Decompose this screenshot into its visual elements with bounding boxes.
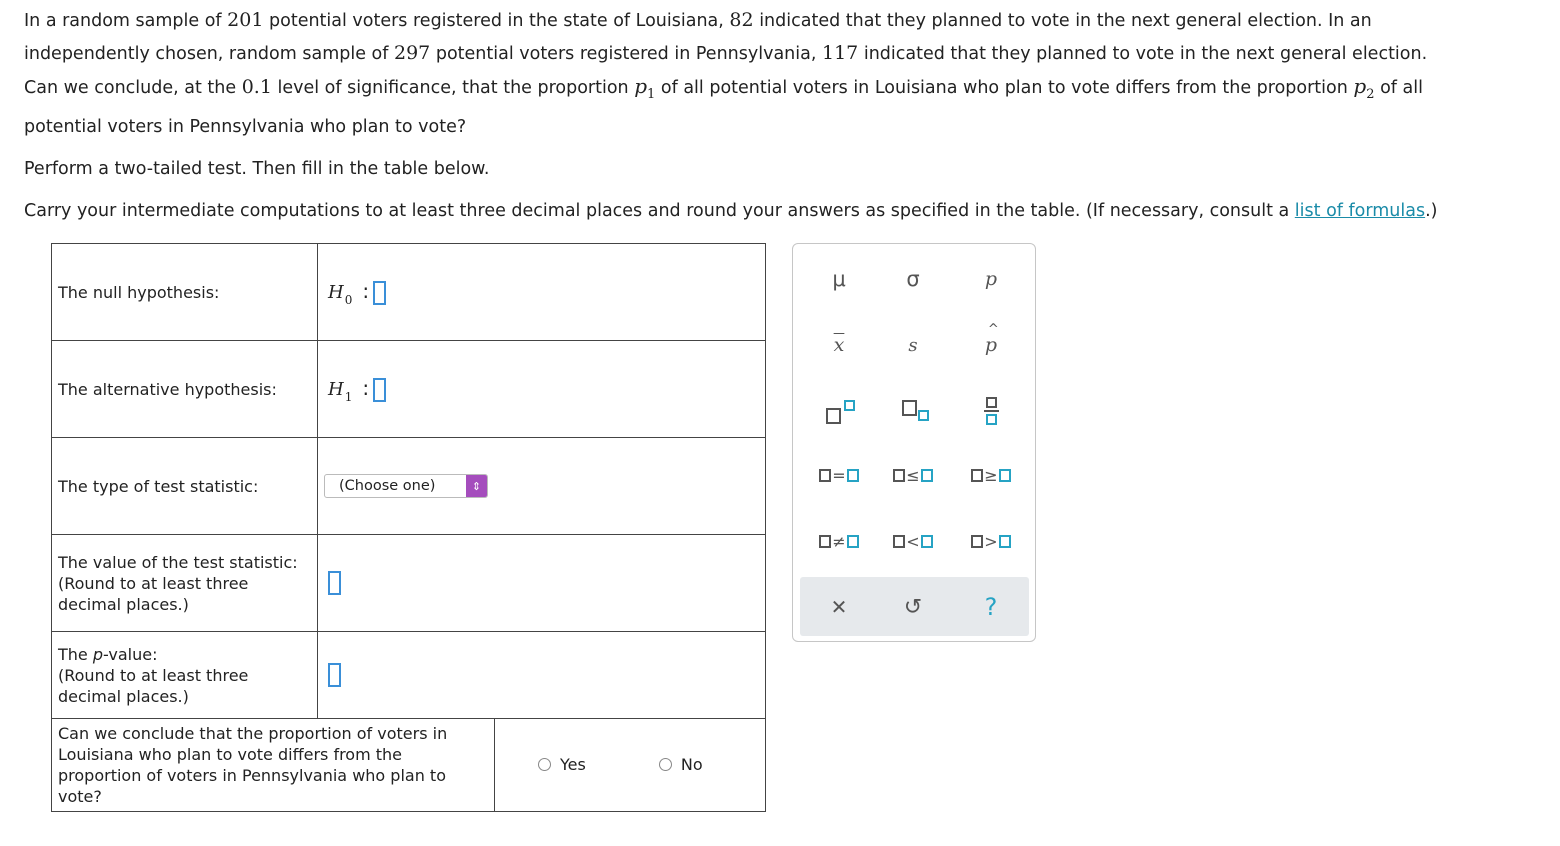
alt-hypothesis-row: [52, 341, 766, 438]
h0-symbol: $H_0$: [328, 281, 353, 307]
fraction-icon: [984, 397, 999, 425]
text: Can we conclude, at the: [24, 78, 237, 98]
sigma-icon: σ: [906, 267, 920, 291]
greater-than-icon: >: [971, 532, 1010, 551]
yes-label: Yes: [560, 755, 586, 774]
less-equal-icon: ≤: [893, 466, 932, 485]
equals-icon: =: [819, 466, 858, 485]
alt-hypothesis-label: The alternative hypothesis:: [52, 341, 318, 438]
text: of all: [1380, 78, 1423, 98]
no-label: No: [680, 755, 703, 774]
text: of all potential voters in Louisiana who plan to vote differs from the proportion: [660, 78, 1348, 98]
p-button[interactable]: [961, 259, 1021, 299]
clear-button[interactable]: [809, 587, 869, 627]
conclusion-row: [52, 719, 766, 812]
less-equal-button[interactable]: [883, 455, 943, 495]
xbar-button[interactable]: [809, 325, 869, 365]
help-icon: ?: [984, 593, 998, 621]
mu-icon: μ: [832, 267, 846, 291]
text: decimal places.): [58, 686, 189, 706]
null-hypothesis-label: The null hypothesis:: [52, 244, 318, 341]
text: potential voters registered in Pennsylvania,: [435, 44, 817, 64]
text: potential voters registered in the state of Louisiana,: [269, 11, 724, 31]
subscript-button[interactable]: [883, 391, 943, 431]
p-value-label: [52, 632, 318, 719]
test-statistic-row: [52, 535, 766, 632]
fraction-button[interactable]: [961, 391, 1021, 431]
s-icon: s: [908, 334, 918, 356]
superscript-button[interactable]: [809, 391, 869, 431]
text: Carry your intermediate computations to at least three decimal places and round your answers as specified in the table. (If necessary, consult a: [24, 201, 1290, 221]
answer-table: [51, 243, 766, 812]
sample-size-2: 297: [394, 42, 431, 64]
successes-2: 117: [822, 42, 859, 64]
text: level of significance, that the proportion: [277, 78, 629, 98]
instruction: Perform a two-tailed test. Then fill in the table below.: [24, 159, 490, 179]
s-button[interactable]: [883, 325, 943, 365]
null-hypothesis-input[interactable]: [373, 281, 386, 305]
problem-line-1: [24, 4, 1549, 37]
text: The p-value:: [58, 644, 158, 664]
superscript-icon: [822, 398, 856, 424]
undo-icon: ↺: [903, 594, 923, 620]
problem-line-3: [24, 70, 1549, 111]
test-type-label: The type of test statistic:: [52, 438, 318, 535]
carry-instruction: [24, 195, 1549, 227]
less-than-button[interactable]: [883, 521, 943, 561]
text: (Round to at least three: [58, 573, 249, 593]
p-icon: p: [984, 268, 998, 290]
yes-radio[interactable]: [538, 755, 586, 774]
palette-actions: [800, 577, 1029, 636]
xbar-icon: $\overline{x}$: [833, 334, 845, 356]
test-statistic-input[interactable]: [328, 571, 341, 595]
text: In a random sample of: [24, 11, 222, 31]
null-hypothesis-row: [52, 244, 766, 341]
problem-line-2: [24, 37, 1549, 70]
test-type-row: [52, 438, 766, 535]
equals-button[interactable]: [809, 455, 869, 495]
subscript-icon: [896, 398, 930, 424]
text: Louisiana who plan to vote differs from the: [58, 745, 403, 764]
text: The value of the test statistic:: [58, 552, 298, 572]
problem-statement: [24, 4, 1549, 227]
text: Can we conclude that the proportion of voters in: [58, 724, 448, 743]
text: (Round to at least three: [58, 665, 249, 685]
close-icon: ✕: [830, 595, 848, 619]
successes-1: 82: [729, 9, 754, 31]
text: indicated that they planned to vote in the next general election. In an: [759, 11, 1372, 31]
text: .): [1425, 201, 1438, 221]
mu-button[interactable]: [809, 259, 869, 299]
radio-circle-icon: [538, 758, 551, 771]
test-type-select[interactable]: [324, 474, 488, 498]
sigma-button[interactable]: [883, 259, 943, 299]
phat-button[interactable]: [961, 322, 1021, 365]
not-equal-icon: ≠: [819, 532, 858, 551]
h1-symbol: $H_1$: [328, 378, 353, 404]
no-radio[interactable]: [659, 755, 703, 774]
problem-line-4: potential voters in Pennsylvania who plan to vote?: [24, 117, 467, 137]
undo-button[interactable]: [883, 587, 943, 627]
greater-equal-icon: ≥: [971, 466, 1010, 485]
test-statistic-label: [52, 535, 318, 632]
p-value-row: [52, 632, 766, 719]
text: independently chosen, random sample of: [24, 44, 389, 64]
text: vote?: [58, 787, 102, 806]
phat-icon: ^ p: [984, 322, 999, 356]
updown-arrow-icon: ⇕: [466, 475, 487, 497]
sample-size-1: 201: [227, 9, 264, 31]
significance-level: 0.1: [241, 76, 272, 98]
greater-than-button[interactable]: [961, 521, 1021, 561]
p1-symbol: $p_1$: [634, 74, 656, 102]
text: indicated that they planned to vote in the next general election.: [863, 44, 1428, 64]
text: decimal places.): [58, 594, 189, 614]
symbol-palette: [792, 243, 1036, 642]
help-button[interactable]: [961, 587, 1021, 627]
greater-equal-button[interactable]: [961, 455, 1021, 495]
radio-circle-icon: [659, 758, 672, 771]
colon: :: [362, 278, 370, 303]
not-equal-button[interactable]: [809, 521, 869, 561]
text: proportion of voters in Pennsylvania who plan to: [58, 766, 446, 785]
conclusion-label: [52, 719, 495, 812]
colon: :: [362, 375, 370, 400]
p2-symbol: $p_2$: [1353, 74, 1375, 102]
less-than-icon: <: [893, 532, 932, 551]
select-value: (Choose one): [339, 478, 436, 494]
p-value-input[interactable]: [328, 663, 341, 687]
formulas-link[interactable]: list of formulas: [1294, 201, 1426, 221]
alt-hypothesis-input[interactable]: [373, 378, 386, 402]
